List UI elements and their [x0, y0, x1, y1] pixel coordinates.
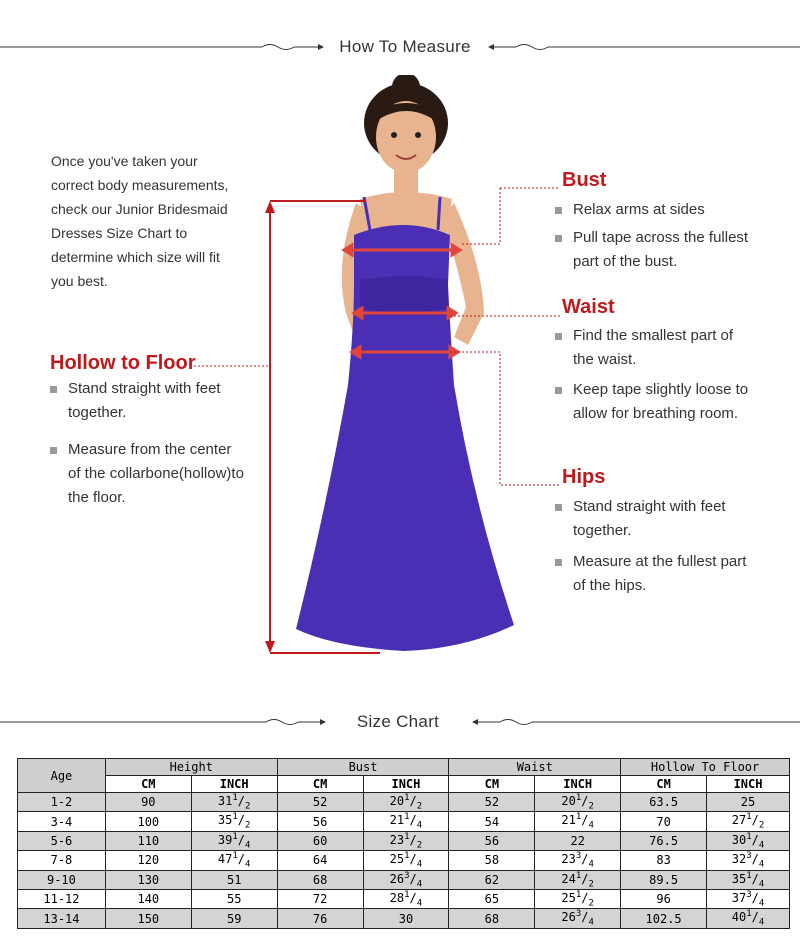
- measure-cell: 110: [105, 831, 191, 850]
- age-cell: 7-8: [18, 851, 106, 870]
- age-cell: 5-6: [18, 831, 106, 850]
- hollow-to-floor-title: Hollow to Floor: [50, 352, 196, 374]
- hollow-to-floor-arrow: [190, 195, 380, 660]
- measure-cell: $26^3/_4$: [363, 870, 449, 889]
- measure-cell: 130: [105, 870, 191, 889]
- unit-header: CM: [621, 776, 707, 793]
- measure-cell: $21^1/_4$: [535, 812, 621, 831]
- measure-cell: 68: [277, 870, 363, 889]
- measure-cell: $30^1/_4$: [707, 831, 790, 850]
- unit-header: INCH: [363, 776, 449, 793]
- bust-bullet-2: Pull tape across the fullest part of the bust.: [555, 226, 800, 274]
- hips-bullet-2: Measure at the fullest part of the hips.: [555, 550, 800, 598]
- measure-cell: 120: [105, 851, 191, 870]
- waist-title: Waist: [562, 296, 615, 318]
- measure-cell: 25: [707, 793, 790, 812]
- measure-cell: $24^1/_2$: [535, 870, 621, 889]
- table-row: [18, 831, 790, 850]
- table-row: [18, 870, 790, 889]
- measure-cell: 64: [277, 851, 363, 870]
- measure-cell: 140: [105, 889, 191, 908]
- measure-cell: 56: [449, 831, 535, 850]
- table-row: [18, 909, 790, 928]
- age-cell: 1-2: [18, 793, 106, 812]
- intro-paragraph: Once you've taken your correct body measurements, check our Junior Bridesmaid Dresses Size Chart to determine which size will fit you best.: [51, 153, 229, 289]
- measure-cell: $35^1/_4$: [707, 870, 790, 889]
- hips-bullet-1: Stand straight with feet together.: [555, 495, 800, 543]
- measure-cell: 89.5: [621, 870, 707, 889]
- age-header: Age: [18, 759, 106, 793]
- measure-cell: $31^1/_2$: [191, 793, 277, 812]
- measure-cell: 102.5: [621, 909, 707, 928]
- hollow-bullet-2: Measure from the center of the collarbone(hollow)to the floor.: [50, 438, 278, 510]
- measure-cell: $25^1/_2$: [535, 889, 621, 908]
- measure-cell: $35^1/_2$: [191, 812, 277, 831]
- measure-cell: 83: [621, 851, 707, 870]
- age-cell: 3-4: [18, 812, 106, 831]
- bust-header: Bust: [277, 759, 449, 776]
- age-cell: 9-10: [18, 870, 106, 889]
- table-row: [18, 851, 790, 870]
- measure-cell: $28^1/_4$: [363, 889, 449, 908]
- age-cell: 13-14: [18, 909, 106, 928]
- leader-lines: [440, 180, 570, 500]
- table-row: [18, 812, 790, 831]
- measure-cell: $32^3/_4$: [707, 851, 790, 870]
- measure-cell: 52: [449, 793, 535, 812]
- measure-cell: $27^1/_2$: [707, 812, 790, 831]
- size-chart-title: Size Chart: [356, 712, 440, 731]
- unit-header: INCH: [535, 776, 621, 793]
- measure-cell: 68: [449, 909, 535, 928]
- measure-cell: 76: [277, 909, 363, 928]
- group-header-row: [18, 759, 790, 776]
- measure-cell: 72: [277, 889, 363, 908]
- measure-cell: $25^1/_4$: [363, 851, 449, 870]
- measure-cell: $47^1/_4$: [191, 851, 277, 870]
- height-header: Height: [105, 759, 277, 776]
- unit-header-row: [18, 776, 790, 793]
- unit-header: CM: [105, 776, 191, 793]
- table-row: [18, 889, 790, 908]
- measure-cell: $20^1/_2$: [363, 793, 449, 812]
- unit-header: CM: [449, 776, 535, 793]
- measure-cell: 54: [449, 812, 535, 831]
- measure-cell: $23^3/_4$: [535, 851, 621, 870]
- measure-cell: $40^1/_4$: [707, 909, 790, 928]
- measure-cell: 90: [105, 793, 191, 812]
- measure-cell: 51: [191, 870, 277, 889]
- measure-cell: 55: [191, 889, 277, 908]
- measure-cell: 59: [191, 909, 277, 928]
- measure-cell: 62: [449, 870, 535, 889]
- unit-header: INCH: [707, 776, 790, 793]
- measure-cell: 56: [277, 812, 363, 831]
- measure-cell: 96: [621, 889, 707, 908]
- measure-cell: 76.5: [621, 831, 707, 850]
- bust-bullet-1: Relax arms at sides: [555, 198, 800, 222]
- measure-cell: $21^1/_4$: [363, 812, 449, 831]
- measure-cell: 150: [105, 909, 191, 928]
- size-chart-table: [17, 758, 790, 929]
- measure-cell: 65: [449, 889, 535, 908]
- unit-header: CM: [277, 776, 363, 793]
- measure-cell: 58: [449, 851, 535, 870]
- measure-cell: $20^1/_2$: [535, 793, 621, 812]
- bust-title: Bust: [562, 169, 607, 191]
- unit-header: INCH: [191, 776, 277, 793]
- how-to-measure-title: How To Measure: [339, 37, 471, 56]
- measure-cell: 100: [105, 812, 191, 831]
- hips-title: Hips: [562, 466, 606, 488]
- measure-cell: $39^1/_4$: [191, 831, 277, 850]
- measure-cell: 52: [277, 793, 363, 812]
- age-cell: 11-12: [18, 889, 106, 908]
- measure-cell: 22: [535, 831, 621, 850]
- measure-cell: 60: [277, 831, 363, 850]
- measure-cell: 70: [621, 812, 707, 831]
- hollow-bullet-1: Stand straight with feet together.: [50, 377, 268, 425]
- measure-cell: 30: [363, 909, 449, 928]
- hollow-to-floor-header: Hollow To Floor: [621, 759, 790, 776]
- table-row: [18, 793, 790, 812]
- measure-cell: $26^3/_4$: [535, 909, 621, 928]
- measure-cell: 63.5: [621, 793, 707, 812]
- measure-cell: $23^1/_2$: [363, 831, 449, 850]
- waist-header: Waist: [449, 759, 621, 776]
- measure-cell: $37^3/_4$: [707, 889, 790, 908]
- waist-bullet-2: Keep tape slightly loose to allow for breathing room.: [555, 378, 800, 426]
- waist-bullet-1: Find the smallest part of the waist.: [555, 324, 800, 372]
